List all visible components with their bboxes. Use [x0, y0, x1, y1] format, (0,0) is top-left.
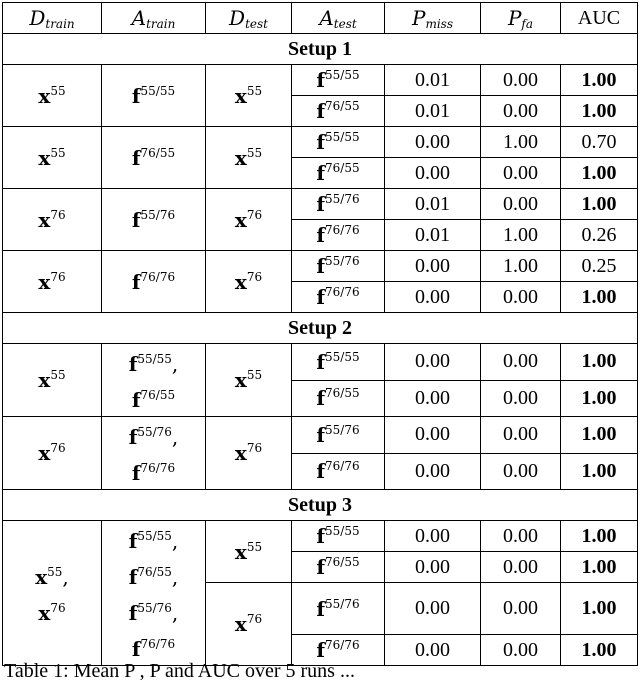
p-fa-cell: 1.00 — [481, 220, 561, 251]
p-miss-cell: 0.00 — [385, 380, 481, 417]
auc-cell: 1.00 — [561, 453, 638, 490]
p-fa-cell: 0.00 — [481, 583, 561, 635]
a-train-cell: $f^{76/55}$ — [102, 127, 206, 189]
a-test-cell: $f^{55/76}$ — [292, 251, 385, 282]
a-test-cell: $f^{76/55}$ — [292, 552, 385, 583]
p-miss-cell: 0.00 — [385, 251, 481, 282]
header-d-train: $D_{train}$ — [3, 3, 102, 34]
header-p-fa: $P_{fa}$ — [481, 3, 561, 34]
setup-1-title: Setup 1 — [3, 34, 638, 65]
p-miss-cell: 0.00 — [385, 344, 481, 381]
setup-2-title: Setup 2 — [3, 313, 638, 344]
p-miss-cell: 0.00 — [385, 583, 481, 635]
p-miss-cell: 0.00 — [385, 453, 481, 490]
p-fa-cell: 0.00 — [481, 453, 561, 490]
table-row — [3, 417, 638, 454]
d-train-cell: $x^{76}$ — [3, 251, 102, 313]
d-train-cell: $x^{55}$ — [3, 65, 102, 127]
d-test-cell: $x^{76}$ — [206, 189, 292, 251]
a-test-cell: $f^{55/55}$ — [292, 344, 385, 381]
d-test-cell: $x^{76}$ — [206, 251, 292, 313]
a-test-cell: $f^{76/55}$ — [292, 96, 385, 127]
p-fa-cell: 0.00 — [481, 189, 561, 220]
d-test-cell: $x^{55}$ — [206, 127, 292, 189]
d-train-cell: $x^{55}$, $x^{76}$ — [3, 521, 102, 666]
d-train-cell: $x^{76}$ — [3, 417, 102, 490]
auc-cell: 1.00 — [561, 158, 638, 189]
table-row — [3, 344, 638, 381]
auc-cell: 0.26 — [561, 220, 638, 251]
p-miss-cell: 0.01 — [385, 189, 481, 220]
auc-cell: 1.00 — [561, 282, 638, 313]
table-caption: Table 1: Mean P , P and AUC over 5 runs ... — [4, 660, 355, 682]
d-train-cell: $x^{55}$ — [3, 344, 102, 417]
results-table — [2, 2, 638, 666]
auc-cell: 1.00 — [561, 65, 638, 96]
a-train-cell: $f^{55/76}$ — [102, 189, 206, 251]
auc-cell: 1.00 — [561, 189, 638, 220]
header-auc: AUC — [561, 3, 638, 34]
header-a-test: $A_{test}$ — [292, 3, 385, 34]
auc-cell: 1.00 — [561, 380, 638, 417]
a-test-cell: $f^{55/55}$ — [292, 127, 385, 158]
p-fa-cell: 0.00 — [481, 282, 561, 313]
table-row — [3, 65, 638, 96]
header-p-miss: $P_{miss}$ — [385, 3, 481, 34]
p-fa-cell: 0.00 — [481, 380, 561, 417]
p-fa-cell: 0.00 — [481, 417, 561, 454]
a-test-cell: $f^{76/76}$ — [292, 453, 385, 490]
d-test-cell: $x^{76}$ — [206, 417, 292, 490]
p-fa-cell: 0.00 — [481, 635, 561, 666]
header-d-test: $D_{test}$ — [206, 3, 292, 34]
table-row — [3, 521, 638, 552]
a-test-cell: $f^{55/55}$ — [292, 65, 385, 96]
p-fa-cell: 0.00 — [481, 158, 561, 189]
p-miss-cell: 0.00 — [385, 552, 481, 583]
p-miss-cell: 0.01 — [385, 220, 481, 251]
p-fa-cell: 0.00 — [481, 96, 561, 127]
p-fa-cell: 0.00 — [481, 344, 561, 381]
a-test-cell: $f^{76/76}$ — [292, 635, 385, 666]
table-row — [3, 127, 638, 158]
a-test-cell: $f^{76/76}$ — [292, 220, 385, 251]
p-fa-cell: 0.00 — [481, 521, 561, 552]
d-test-cell: $x^{76}$ — [206, 583, 292, 666]
d-train-cell: $x^{76}$ — [3, 189, 102, 251]
d-test-cell: $x^{55}$ — [206, 344, 292, 417]
a-test-cell: $f^{55/76}$ — [292, 583, 385, 635]
header-row — [3, 3, 638, 34]
a-train-cell: $f^{76/76}$ — [102, 251, 206, 313]
p-miss-cell: 0.01 — [385, 96, 481, 127]
d-test-cell: $x^{55}$ — [206, 521, 292, 583]
auc-cell: 1.00 — [561, 344, 638, 381]
p-fa-cell: 1.00 — [481, 127, 561, 158]
p-fa-cell: 0.00 — [481, 552, 561, 583]
auc-cell: 1.00 — [561, 552, 638, 583]
auc-cell: 1.00 — [561, 583, 638, 635]
a-train-cell: $f^{55/55}$, $f^{76/55}$, $f^{55/76}$, $f^{76/76}$ — [102, 521, 206, 666]
a-test-cell: $f^{76/55}$ — [292, 158, 385, 189]
auc-cell: 1.00 — [561, 417, 638, 454]
p-miss-cell: 0.00 — [385, 635, 481, 666]
table-row — [3, 189, 638, 220]
a-train-cell: $f^{55/55}$, $f^{76/55}$ — [102, 344, 206, 417]
auc-cell: 0.25 — [561, 251, 638, 282]
p-fa-cell: 0.00 — [481, 65, 561, 96]
a-train-cell: $f^{55/76}$, $f^{76/76}$ — [102, 417, 206, 490]
setup-2-row — [3, 313, 638, 344]
a-test-cell: $f^{76/55}$ — [292, 380, 385, 417]
a-train-cell: $f^{55/55}$ — [102, 65, 206, 127]
p-miss-cell: 0.00 — [385, 417, 481, 454]
a-test-cell: $f^{76/76}$ — [292, 282, 385, 313]
p-miss-cell: 0.00 — [385, 282, 481, 313]
p-miss-cell: 0.00 — [385, 127, 481, 158]
auc-cell: 1.00 — [561, 521, 638, 552]
auc-cell: 1.00 — [561, 96, 638, 127]
a-test-cell: $f^{55/76}$ — [292, 189, 385, 220]
a-test-cell: $f^{55/76}$ — [292, 417, 385, 454]
d-test-cell: $x^{55}$ — [206, 65, 292, 127]
setup-3-row — [3, 490, 638, 521]
p-miss-cell: 0.01 — [385, 65, 481, 96]
auc-cell: 1.00 — [561, 635, 638, 666]
setup-1-row — [3, 34, 638, 65]
setup-3-title: Setup 3 — [3, 490, 638, 521]
header-a-train: $A_{train}$ — [102, 3, 206, 34]
table-row — [3, 251, 638, 282]
p-miss-cell: 0.00 — [385, 158, 481, 189]
p-miss-cell: 0.00 — [385, 521, 481, 552]
auc-cell: 0.70 — [561, 127, 638, 158]
p-fa-cell: 1.00 — [481, 251, 561, 282]
a-test-cell: $f^{55/55}$ — [292, 521, 385, 552]
d-train-cell: $x^{55}$ — [3, 127, 102, 189]
